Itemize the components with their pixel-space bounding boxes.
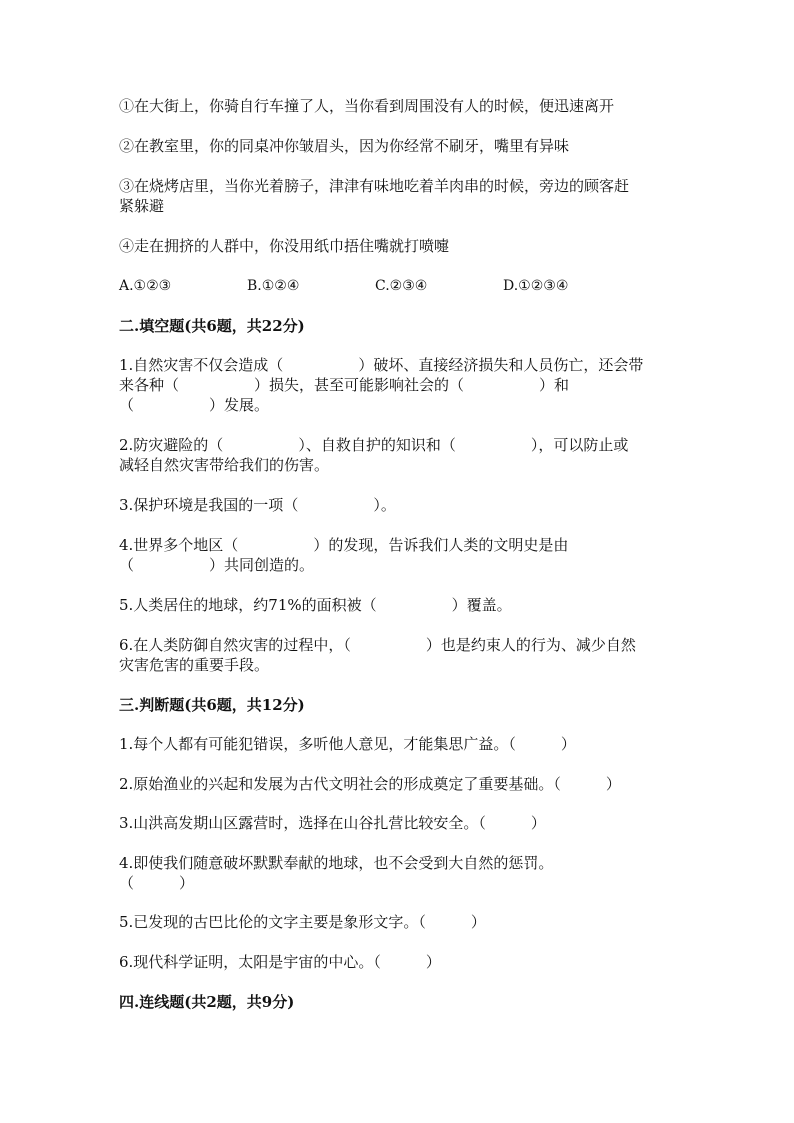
scenario-2: ②在教室里，你的同桌冲你皱眉头，因为你经常不刷牙，嘴里有异味 (119, 137, 570, 155)
fill-q5: 5.人类居住的地球，约71%的面积被（ ）覆盖。 (119, 596, 512, 614)
judge-q6: 6.现代科学证明，太阳是宇宙的中心。（ ） (119, 953, 441, 971)
scenario-4: ④走在拥挤的人群中，你没用纸巾捂住嘴就打喷嚏 (119, 237, 450, 255)
judge-q4-line-1: 4.即使我们随意破坏默默奉献的地球，也不会受到大自然的惩罚。 (119, 854, 554, 872)
judge-q1: 1.每个人都有可能犯错误，多听他人意见，才能集思广益。（ ） (119, 735, 576, 753)
fill-q6-line-2: 灾害危害的重要手段。 (119, 656, 270, 674)
fill-q2-line-2: 减轻自然灾害带给我们的伤害。 (119, 456, 330, 474)
fill-q4-line-2: （ ）共同创造的。 (119, 556, 315, 574)
scenario-3-line-1: ③在烧烤店里，当你光着膀子，津津有味地吃着羊肉串的时候，旁边的顾客赶 (119, 177, 630, 195)
section-4-heading: 四.连线题(共2题，共9分) (119, 993, 295, 1011)
option-d: D.①②③④ (503, 278, 569, 294)
option-b: B.①②④ (247, 278, 300, 294)
option-c: C.②③④ (375, 278, 428, 294)
fill-q1-line-3: （ ）发展。 (119, 396, 270, 414)
option-a: A.①②③ (119, 278, 172, 294)
fill-q6-line-1: 6.在人类防御自然灾害的过程中，（ ）也是约束人的行为、减少自然 (119, 636, 636, 654)
scenario-3-line-2: 紧躲避 (119, 197, 165, 215)
judge-q2: 2.原始渔业的兴起和发展为古代文明社会的形成奠定了重要基础。（ ） (119, 775, 621, 793)
fill-q2-line-1: 2.防灾避险的（ ）、自救自护的知识和（ ），可以防止或 (119, 436, 629, 454)
section-2-heading: 二.填空题(共6题，共22分) (119, 317, 305, 335)
section-3-heading: 三.判断题(共6题，共12分) (119, 696, 305, 714)
fill-q4-line-1: 4.世界多个地区（ ）的发现，告诉我们人类的文明史是由 (119, 536, 569, 554)
judge-q5: 5.已发现的古巴比伦的文字主要是象形文字。（ ） (119, 913, 486, 931)
judge-q4-line-2: （ ） (119, 874, 195, 892)
fill-q1-line-2: 来各种（ ）损失，甚至可能影响社会的（ ）和 (119, 376, 570, 394)
judge-q3: 3.山洪高发期山区露营时，选择在山谷扎营比较安全。（ ） (119, 814, 546, 832)
scenario-1: ①在大街上，你骑自行车撞了人，当你看到周围没有人的时候，便迅速离开 (119, 97, 615, 115)
fill-q1-line-1: 1.自然灾害不仅会造成（ ）破坏、直接经济损失和人员伤亡，还会带 (119, 356, 644, 374)
fill-q3: 3.保护环境是我国的一项（ ）。 (119, 496, 396, 514)
